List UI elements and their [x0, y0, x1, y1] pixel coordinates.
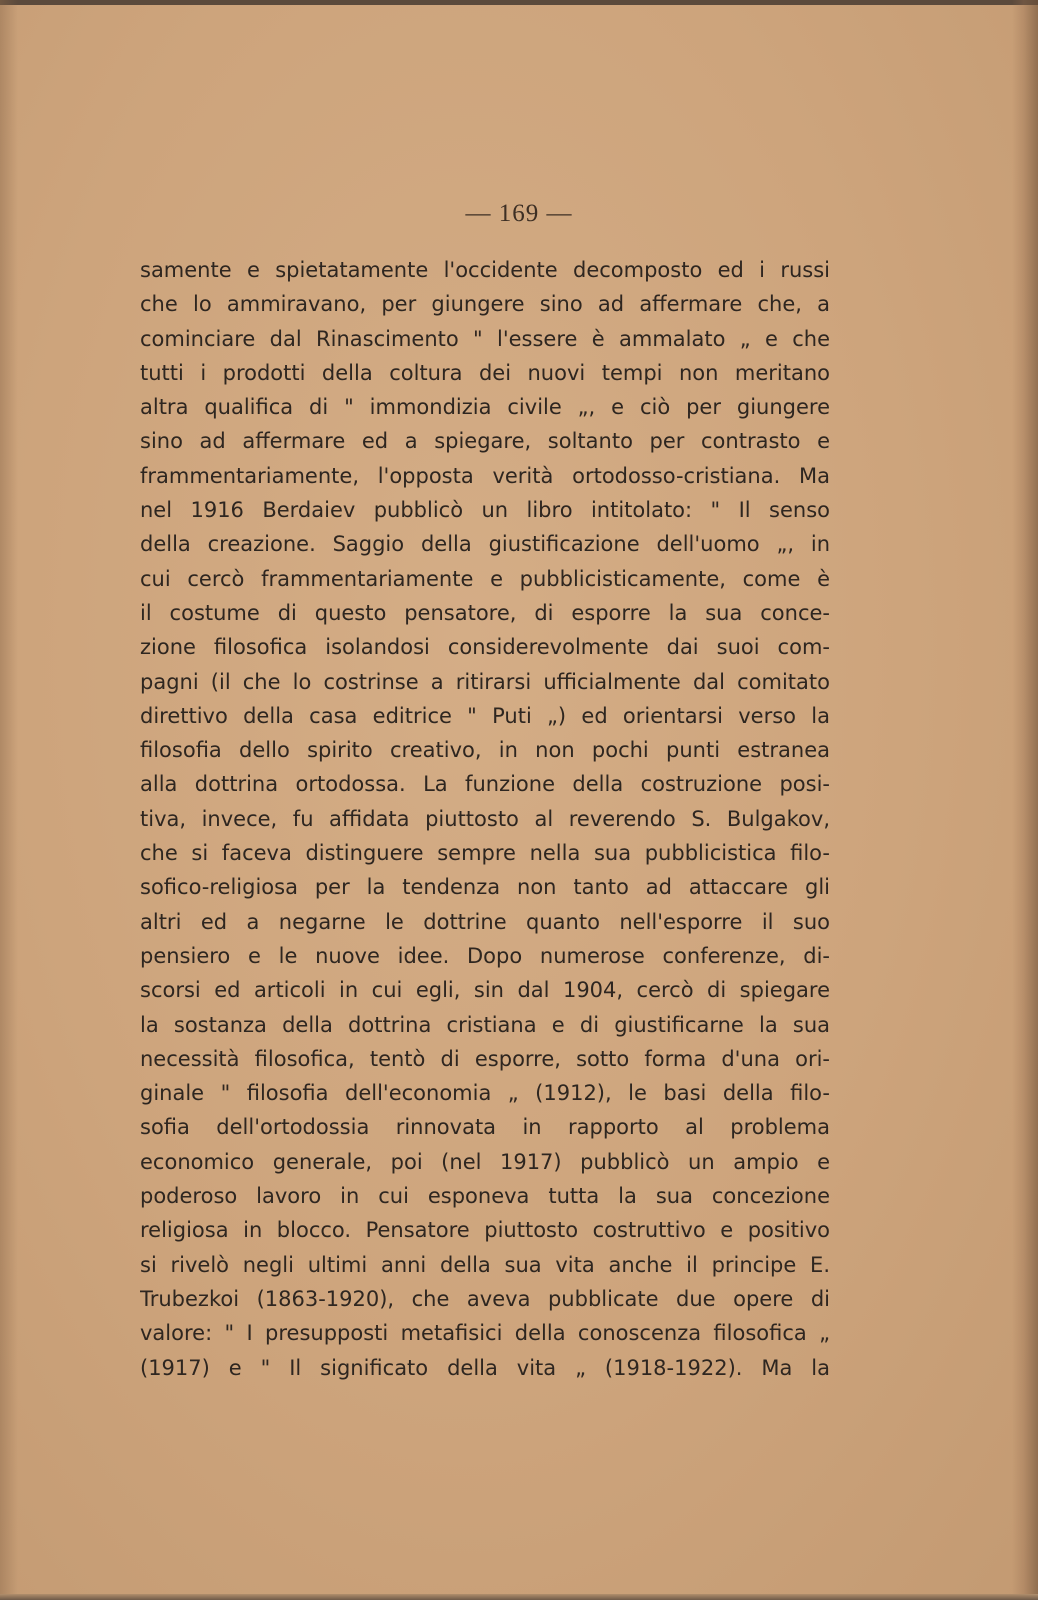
text-line: poderoso lavoro in cui esponeva tutta la sua concezione — [140, 1184, 830, 1209]
text-line: religiosa in blocco. Pensatore piuttosto costruttivo e positivo — [140, 1218, 830, 1243]
text-line: zione filosofica isolandosi considerevolmente dai suoi com- — [140, 635, 830, 660]
page-left-shadow — [0, 0, 18, 1600]
text-line: cominciare dal Rinascimento " l'essere è ammalato „ e che — [140, 326, 830, 351]
text-line: ginale " filosofia dell'economia „ (1912), le basi della filo- — [140, 1081, 830, 1106]
text-line: tutti i prodotti della coltura dei nuovi tempi non meritano — [140, 360, 830, 385]
text-line: sofico-religiosa per la tendenza non tanto ad attaccare gli — [140, 875, 830, 900]
text-line: (1917) e " Il significato della vita „ (1918-1922). Ma la — [140, 1355, 830, 1380]
text-line: che lo ammiravano, per giungere sino ad affermare che, a — [140, 292, 830, 317]
text-line: tiva, invece, fu affidata piuttosto al reverendo S. Bulgakov, — [140, 806, 830, 831]
text-line: alla dottrina ortodossa. La funzione della costruzione posi- — [140, 772, 830, 797]
text-line: direttivo della casa editrice " Puti „) ed orientarsi verso la — [140, 703, 830, 728]
text-line: pagni (il che lo costrinse a ritirarsi ufficialmente dal comitato — [140, 669, 830, 694]
text-line: economico generale, poi (nel 1917) pubblicò un ampio e — [140, 1149, 830, 1174]
text-line: nel 1916 Berdaiev pubblicò un libro intitolato: " Il senso — [140, 498, 830, 523]
text-line: che si faceva distinguere sempre nella sua pubblicistica filo- — [140, 841, 830, 866]
text-line: samente e spietatamente l'occidente decomposto ed i russi — [140, 258, 830, 282]
text-line: valore: " I presupposti metafisici della conoscenza filosofica „ — [140, 1321, 830, 1346]
text-line: frammentariamente, l'opposta verità ortodosso-cristiana. Ma — [140, 463, 830, 488]
text-line: la sostanza della dottrina cristiana e di giustificarne la sua — [140, 1012, 830, 1037]
text-line: scorsi ed articoli in cui egli, sin dal 1904, cercò di spiegare — [140, 978, 830, 1003]
text-line: il costume di questo pensatore, di esporre la sua conce- — [140, 600, 830, 625]
text-line: altra qualifica di " immondizia civile „, e ciò per giungere — [140, 395, 830, 420]
text-line: sino ad affermare ed a spiegare, soltanto per contrasto e — [140, 429, 830, 454]
page-number: — 169 — — [465, 200, 573, 227]
page-top-edge — [0, 0, 1038, 5]
page-right-edge — [1012, 0, 1038, 1600]
text-line: necessità filosofica, tentò di esporre, sotto forma d'una ori- — [140, 1046, 830, 1071]
text-line: filosofia dello spirito creativo, in non pochi punti estranea — [140, 738, 830, 763]
text-line: della creazione. Saggio della giustificazione dell'uomo „, in — [140, 532, 830, 557]
text-line: altri ed a negarne le dottrine quanto nell'esporre il suo — [140, 909, 830, 934]
body-text — [140, 253, 830, 1385]
text-line: si rivelò negli ultimi anni della sua vita anche il principe E. — [140, 1252, 830, 1277]
text-line: cui cercò frammentariamente e pubblicisticamente, come è — [140, 566, 830, 591]
text-line: pensiero e le nuove idee. Dopo numerose conferenze, di- — [140, 943, 830, 968]
page-bottom-edge — [0, 1594, 1038, 1600]
text-line: Trubezkoi (1863-1920), che aveva pubblicate due opere di — [140, 1286, 830, 1311]
text-line: sofia dell'ortodossia rinnovata in rapporto al problema — [140, 1115, 830, 1140]
